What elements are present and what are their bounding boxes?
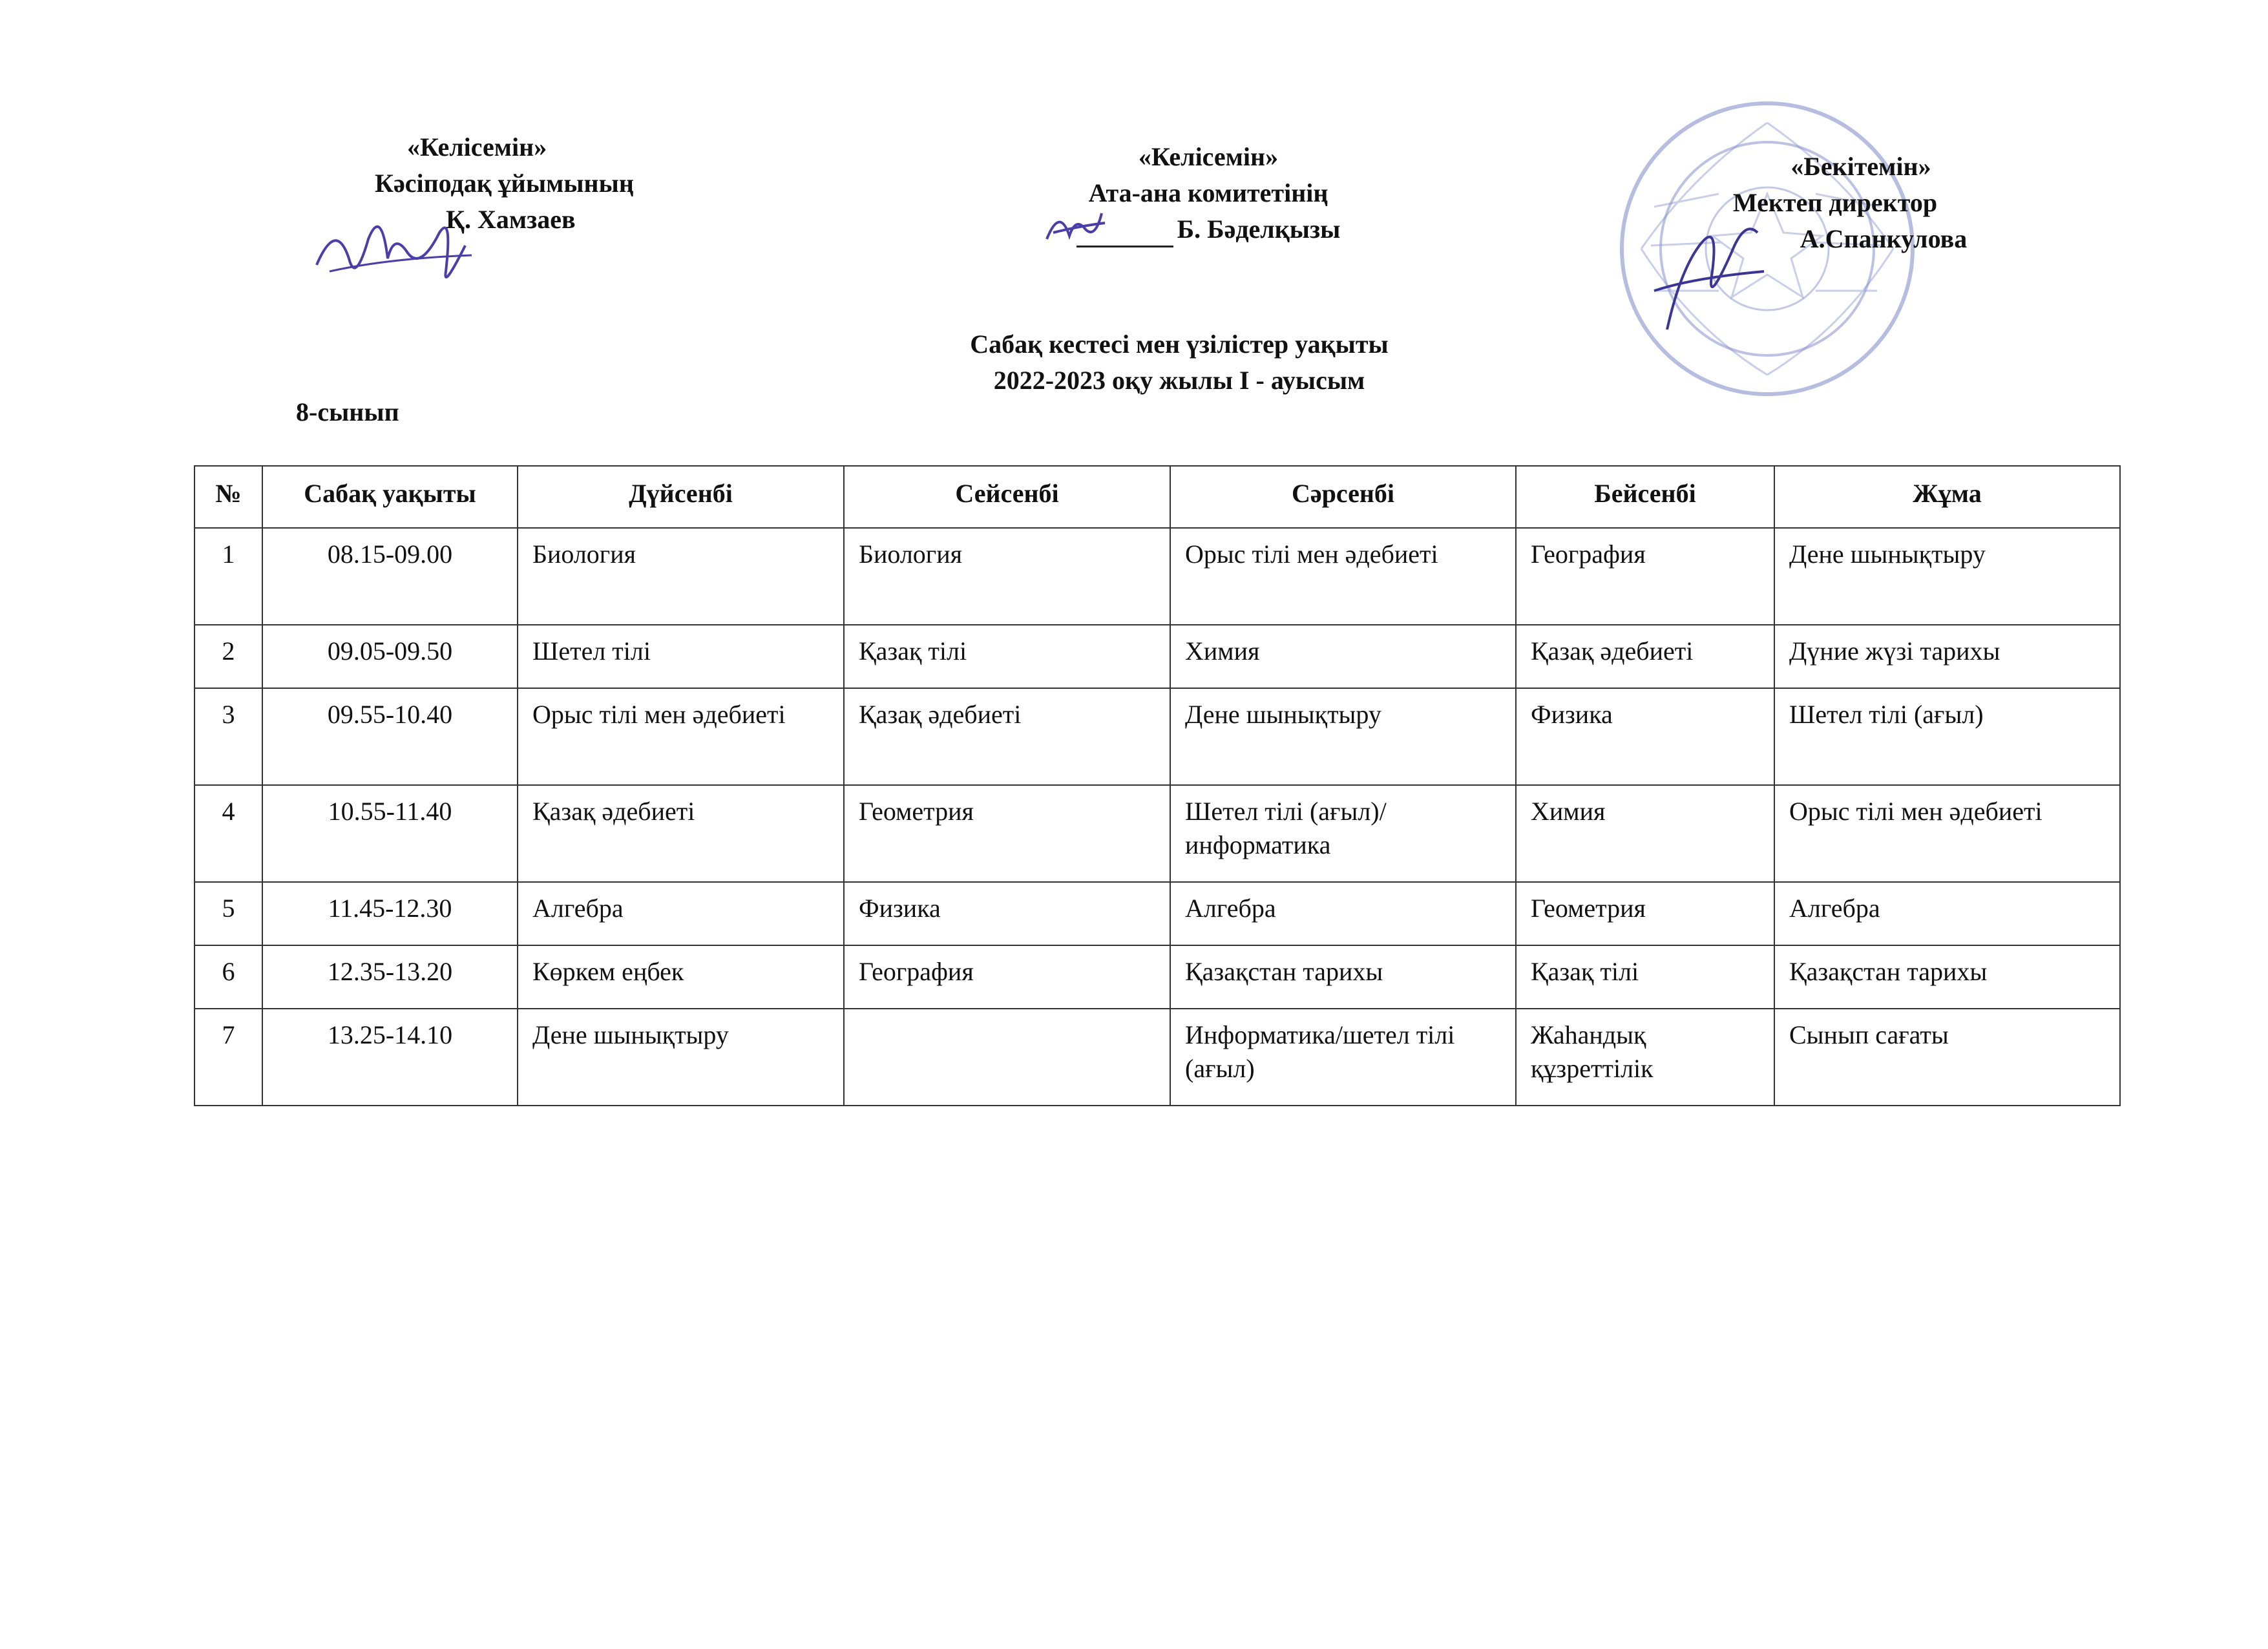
cell-monday: Көркем еңбек (518, 945, 844, 1009)
header-lesson-time: Сабақ уақыты (262, 466, 518, 528)
cell-tuesday (844, 1009, 1170, 1106)
cell-thursday: География (1516, 528, 1774, 625)
cell-number: 3 (194, 688, 262, 785)
cell-time: 08.15-09.00 (262, 528, 518, 625)
cell-thursday: Геометрия (1516, 882, 1774, 945)
cell-friday: Алгебра (1774, 882, 2120, 945)
cell-time: 10.55-11.40 (262, 785, 518, 882)
cell-thursday: Қазақ тілі (1516, 945, 1774, 1009)
cell-monday: Шетел тілі (518, 625, 844, 688)
approval-name: А.Спанкулова (1800, 224, 1968, 253)
table-header-row (194, 466, 2120, 528)
cell-monday: Қазақ әдебиеті (518, 785, 844, 882)
header-wednesday: Сәрсенбі (1170, 466, 1516, 528)
cell-friday: Дене шынықтыру (1774, 528, 2120, 625)
approval-name: Қ. Хамзаев (446, 205, 576, 234)
cell-time: 12.35-13.20 (262, 945, 518, 1009)
cell-time: 09.05-09.50 (262, 625, 518, 688)
cell-tuesday: Биология (844, 528, 1170, 625)
cell-monday: Алгебра (518, 882, 844, 945)
table-row (194, 688, 2120, 785)
cell-number: 4 (194, 785, 262, 882)
approval-block-director (1654, 149, 2016, 257)
cell-monday: Биология (518, 528, 844, 625)
cell-friday: Сынып сағаты (1774, 1009, 2120, 1106)
header-thursday: Бейсенбі (1516, 466, 1774, 528)
cell-thursday: Физика (1516, 688, 1774, 785)
header-friday: Жұма (1774, 466, 2120, 528)
approval-org: Ата-ана комитетінің (1088, 178, 1328, 207)
cell-wednesday: Алгебра (1170, 882, 1516, 945)
cell-tuesday: Қазақ әдебиеті (844, 688, 1170, 785)
cell-wednesday: Химия (1170, 625, 1516, 688)
cell-monday: Дене шынықтыру (518, 1009, 844, 1106)
cell-wednesday: Шетел тілі (ағыл)/информатика (1170, 785, 1516, 882)
table-row (194, 528, 2120, 625)
cell-wednesday: Орыс тілі мен әдебиеті (1170, 528, 1516, 625)
title-line-2: 2022-2023 оқу жылы I - ауысым (993, 366, 1365, 395)
approval-org: Кәсіподақ ұйымының (375, 169, 634, 198)
signature-line (1076, 220, 1173, 247)
cell-thursday: Химия (1516, 785, 1774, 882)
cell-number: 1 (194, 528, 262, 625)
cell-wednesday: Қазақстан тарихы (1170, 945, 1516, 1009)
cell-friday: Қазақстан тарихы (1774, 945, 2120, 1009)
schedule-table (194, 465, 2121, 1106)
document-title (711, 326, 1648, 399)
approval-name: Б. Бәделқызы (1177, 215, 1341, 244)
table-row (194, 785, 2120, 882)
cell-friday: Шетел тілі (ағыл) (1774, 688, 2120, 785)
cell-friday: Дүние жүзі тарихы (1774, 625, 2120, 688)
header-tuesday: Сейсенбі (844, 466, 1170, 528)
table-row (194, 625, 2120, 688)
cell-thursday: Жаһандық құзреттілік (1516, 1009, 1774, 1106)
cell-tuesday: Геометрия (844, 785, 1170, 882)
cell-tuesday: Физика (844, 882, 1170, 945)
cell-number: 5 (194, 882, 262, 945)
cell-time: 13.25-14.10 (262, 1009, 518, 1106)
cell-number: 7 (194, 1009, 262, 1106)
header-monday: Дүйсенбі (518, 466, 844, 528)
approval-heading: «Келісемін» (407, 132, 547, 162)
approval-heading: «Бекітемін» (1790, 152, 1931, 181)
table-row (194, 882, 2120, 945)
cell-wednesday: Дене шынықтыру (1170, 688, 1516, 785)
table-row (194, 1009, 2120, 1106)
approval-block-trade-union (304, 129, 756, 238)
class-label: 8-сынып (296, 397, 399, 426)
cell-friday: Орыс тілі мен әдебиеті (1774, 785, 2120, 882)
header-number: № (194, 466, 262, 528)
cell-thursday: Қазақ әдебиеті (1516, 625, 1774, 688)
cell-wednesday: Информатика/шетел тілі (ағыл) (1170, 1009, 1516, 1106)
cell-tuesday: Қазақ тілі (844, 625, 1170, 688)
cell-number: 2 (194, 625, 262, 688)
approval-block-parent-committee (982, 139, 1434, 247)
cell-time: 11.45-12.30 (262, 882, 518, 945)
approval-org: Мектеп директор (1732, 188, 1938, 217)
cell-monday: Орыс тілі мен әдебиеті (518, 688, 844, 785)
title-line-1: Сабақ кестесі мен үзілістер уақыты (970, 330, 1389, 359)
cell-tuesday: География (844, 945, 1170, 1009)
approval-heading: «Келісемін» (1138, 142, 1279, 171)
table-row (194, 945, 2120, 1009)
cell-time: 09.55-10.40 (262, 688, 518, 785)
cell-number: 6 (194, 945, 262, 1009)
